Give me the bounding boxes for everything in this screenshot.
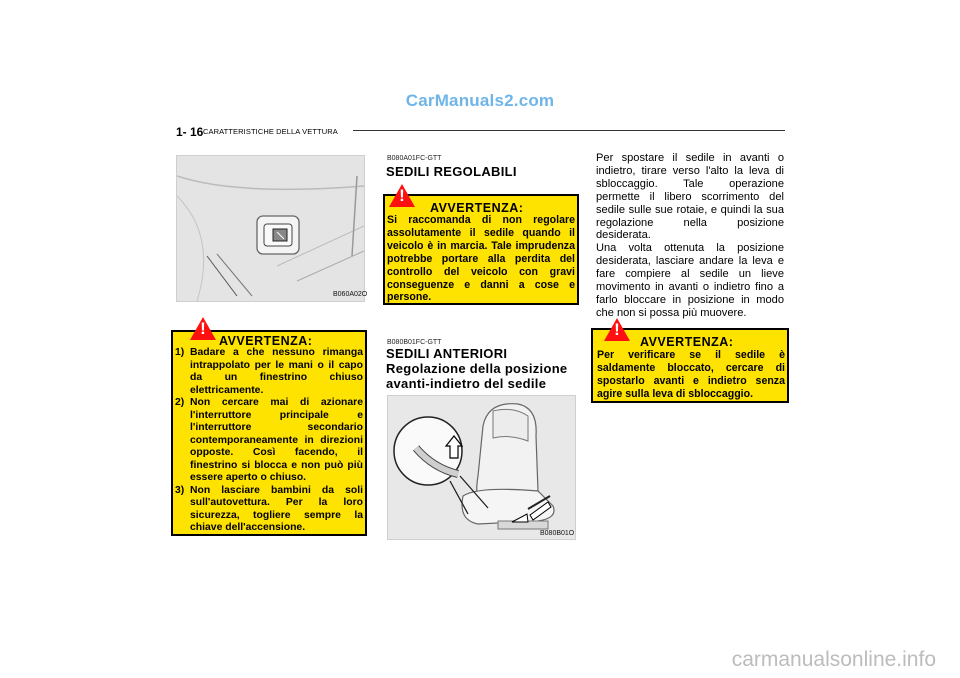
- item-number: 3): [175, 484, 185, 496]
- image-caption: B060A02O: [333, 291, 368, 298]
- section-heading: SEDILI REGOLABILI: [386, 164, 517, 179]
- section-code: B080B01FC-GTT: [387, 339, 442, 346]
- exclamation-icon: !: [614, 320, 620, 339]
- warning-title: AVVERTENZA:: [219, 334, 313, 348]
- list-item: [175, 347, 363, 397]
- paragraph-text: Una volta ottenuta la posizione desiderata, lasciare andare la leva e fare compiere al sedile un lieve movimento in avanti o indietro fino a farlo bloccare in posizione in modo che non si possa più muovere.: [596, 242, 784, 319]
- item-number: 2): [175, 397, 185, 408]
- heading-line: avanti-indietro del sedile: [386, 376, 547, 391]
- warning-title: AVVERTENZA:: [640, 335, 734, 349]
- header-divider: [353, 130, 785, 131]
- item-text: Badare a che nessuno rimanga intrappolato per le mani o il capo da un finestrino chiuso elettricamente.: [190, 347, 363, 396]
- image-caption: B080B01O: [540, 530, 575, 537]
- site-logo-text[interactable]: CarManuals2.com: [405, 91, 555, 110]
- item-number: 1): [175, 347, 185, 358]
- warning-list: [175, 347, 363, 535]
- heading-line: SEDILI ANTERIORI: [386, 346, 508, 361]
- seat-adjust-photo: [387, 395, 576, 540]
- warning-box-lock: [591, 320, 789, 403]
- warning-box-seat: [383, 186, 579, 305]
- site-logo[interactable]: [0, 91, 960, 111]
- instruction-paragraph: [596, 152, 784, 320]
- exclamation-icon: !: [399, 186, 405, 205]
- section-code: B080A01FC-GTT: [387, 155, 442, 162]
- item-text: Non cercare mai di azionare l'interruttore principale e l'interruttore secondario contemporaneamente in direzioni opposte. Così facendo, il finestrino si blocca e non può più essere aperto o chiuso.: [190, 397, 363, 483]
- page-number: 1- 16: [176, 125, 204, 139]
- footer-watermark: [0, 648, 960, 672]
- item-text: Non lasciare bambini da soli sull'autovettura. Per la loro sicurezza, togliere sempre la chiave dell'accensione.: [190, 484, 363, 533]
- section-title: CARATTERISTICHE DELLA VETTURA: [203, 127, 338, 136]
- footer-watermark-text: carmanualsonline.info: [731, 648, 936, 671]
- seat-illustration: [388, 396, 575, 539]
- window-switch-photo: [176, 155, 368, 302]
- heading-line: Regolazione della posizione: [386, 361, 568, 376]
- warning-box-window: [171, 319, 367, 536]
- warning-title: AVVERTENZA:: [430, 201, 524, 215]
- section-heading: [386, 346, 578, 391]
- list-item: [175, 397, 363, 485]
- paragraph-text: Per spostare il sedile in avanti o indietro, tirare verso l'alto la leva di sbloccaggio. Tale operazione permette il libero scorrimento del sedile sulle sue rotaie, e quindi la sua regolazione nella posizione desiderata.: [596, 152, 784, 242]
- exclamation-icon: !: [200, 319, 206, 338]
- warning-text: Per verificare se il sedile è saldamente bloccato, cercare di spostarlo avanti e indietro senza agire sulla leva di sbloccaggio.: [597, 349, 785, 400]
- list-item: [175, 485, 363, 535]
- window-switch-illustration: [177, 156, 364, 301]
- warning-text: Si raccomanda di non regolare assolutamente il sedile quando il veicolo è in marcia. Tale imprudenza potrebbe portare alla perdita del controllo del veicolo con gravi conseguenze e danni a cose e persone.: [387, 214, 575, 304]
